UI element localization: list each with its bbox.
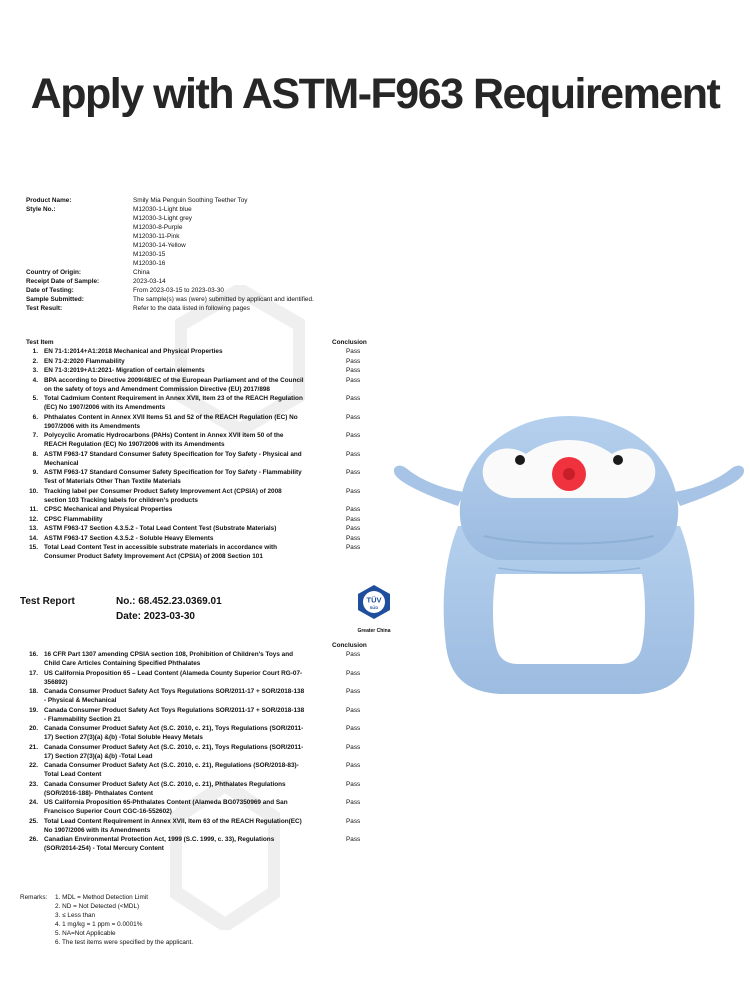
test-description-line: 16 CFR Part 1307 amending CPSIA section 108, Prohibition of Children's Toys and (44, 651, 294, 658)
test-result: Pass (346, 367, 361, 374)
test-description-line: Canada Consumer Product Safety Act Toys Regulations SOR/2011-17 + SOR/2018-138 (44, 706, 305, 714)
test-number: 8. (32, 450, 38, 458)
test-description (44, 468, 324, 486)
test-description-line: No 1907/2006 with its Amendments (44, 826, 151, 834)
test-description-line: on the safety of toys and Amendment Commission Directive (EU) 2017/898 (44, 385, 270, 393)
test-result: Pass (346, 515, 361, 523)
test-result: Pass (346, 469, 361, 476)
test-row (26, 761, 376, 779)
test-description-line: ASTM F963-17 Section 4.3.5.2 - Soluble Heavy Elements (44, 534, 214, 542)
penguin-teether-image (388, 396, 750, 716)
test-description-line: CPSC Mechanical and Physical Properties (44, 506, 173, 513)
test-table-1 (26, 338, 376, 562)
tuv-mark-text: TÜV (366, 595, 382, 605)
test-number: 1. (32, 348, 38, 355)
test-row (26, 524, 376, 533)
conclusion-header-2: Conclusion (332, 642, 367, 649)
test-result: Pass (346, 506, 361, 513)
info-row (26, 205, 366, 268)
test-description (44, 347, 324, 356)
test-number: 11. (29, 506, 38, 513)
test-row (26, 534, 376, 543)
test-row (26, 669, 376, 687)
test-description-line: Total Cadmium Content Requirement in Annex XVII, Item 23 of the REACH Regulation (44, 395, 303, 402)
test-description-line: EN 71-2:2020 Flammability (44, 357, 125, 365)
info-value-line: The sample(s) was (were) submitted by applicant and identified. (133, 296, 314, 303)
test-description-line: (SOR/2016-188)- Phthalates Content (44, 789, 154, 797)
test-description-line: Canadian Environmental Protection Act, 1999 (S.C. 1999, c. 33), Regulations (44, 836, 275, 843)
test-result: Pass (346, 836, 361, 843)
test-result: Pass (346, 395, 361, 402)
test-description (44, 394, 324, 412)
test-description (44, 724, 324, 742)
test-report-label: Test Report (20, 596, 75, 607)
test-report-block (20, 596, 400, 636)
test-description-line: Consumer Product Safety Improvement Act (CPSIA) of 2008 Section 101 (44, 553, 263, 560)
test-row (26, 394, 376, 412)
test-row (26, 357, 376, 366)
test-description (44, 431, 324, 449)
test-description-line: ASTM F963-17 Section 4.3.5.2 - Total Lead Content Test (Substrate Materials) (44, 525, 277, 532)
test-table-2-header (26, 641, 376, 650)
info-row (26, 277, 366, 286)
remark-item: 3. ≤ Less than (55, 912, 96, 919)
test-row (26, 515, 376, 524)
test-number: 9. (32, 469, 38, 476)
test-result: Pass (346, 525, 361, 532)
info-value (133, 304, 366, 313)
page-headline: Apply with ASTM-F963 Requirement (30, 70, 720, 118)
test-number: 13. (29, 525, 38, 532)
test-description (44, 687, 324, 705)
test-description (44, 761, 324, 779)
test-description (44, 650, 324, 668)
test-description (44, 669, 324, 687)
test-description-line: 17) Section 27(3)(a) &(b) -Total Lead (44, 752, 153, 760)
tuv-caption: Greater China (357, 628, 391, 634)
test-row (26, 798, 376, 816)
test-description (44, 450, 324, 468)
test-description (44, 357, 324, 366)
test-result: Pass (346, 487, 361, 495)
test-result: Pass (346, 725, 361, 732)
test-result: Pass (346, 348, 361, 355)
test-number: 10. (29, 487, 38, 495)
test-number: 23. (29, 780, 38, 788)
test-description-line: Total Lead Content Requirement in Annex XVII, Item 63 of the REACH Regulation(EC) (44, 817, 302, 825)
test-description-line: 1907/2006 with its Amendments (44, 422, 141, 430)
test-description-line: ASTM F963-17 Standard Consumer Safety Specification for Toy Safety - Flammability (44, 469, 302, 476)
info-key: Sample Submitted: (26, 296, 84, 303)
test-number: 25. (29, 817, 38, 825)
info-value-line: M12030-16 (133, 260, 166, 267)
info-row (26, 286, 366, 295)
info-value-line: Smily Mia Penguin Soothing Teether Toy (133, 197, 248, 204)
test-table-2 (26, 641, 376, 854)
test-description-line: 356892) (44, 678, 68, 686)
test-number: 20. (29, 725, 38, 732)
test-description-line: - Physical & Mechanical (44, 697, 117, 704)
info-value (133, 295, 366, 304)
test-description-line: - Flammability Section 21 (44, 715, 121, 723)
info-value-line: Refer to the data listed in following pages (133, 305, 250, 312)
toy-right-eye (613, 455, 623, 465)
info-key: Receipt Date of Sample: (26, 278, 100, 285)
test-description (44, 487, 324, 505)
info-value-line: M12030-14-Yellow (133, 242, 186, 249)
test-description-line: Polycyclic Aromatic Hydrocarbons (PAHs) Content in Annex XVII item 50 of the (44, 432, 284, 439)
test-description-line: Tracking label per Consumer Product Safety Improvement Act (CPSIA) of 2008 (44, 487, 282, 495)
test-row (26, 468, 376, 486)
test-result: Pass (346, 706, 361, 714)
test-number: 3. (32, 367, 38, 374)
test-description (44, 780, 324, 798)
test-description-line: Test of Materials Other Than Textile Materials (44, 478, 181, 485)
toy-left-eye (515, 455, 525, 465)
test-result: Pass (346, 432, 361, 439)
info-row (26, 304, 366, 313)
test-result: Pass (346, 357, 361, 365)
test-description-line: CPSC Flammability (44, 515, 103, 523)
test-number: 2. (32, 357, 38, 365)
info-row (26, 268, 366, 277)
test-description-line: 17) Section 27(3)(a) &(b) -Total Soluble Heavy Metals (44, 734, 203, 741)
test-result: Pass (346, 544, 361, 551)
test-description (44, 743, 324, 761)
info-value-line: From 2023-03-15 to 2023-03-30 (133, 287, 224, 294)
test-result: Pass (346, 413, 361, 421)
remark-item: 5. NA=Not Applicable (55, 930, 116, 937)
test-row (26, 347, 376, 356)
test-description-line: Total Lead Content Test in accessible substrate materials in accordance with (44, 544, 278, 551)
test-description (44, 524, 324, 533)
test-result: Pass (346, 817, 361, 825)
test-number: 21. (29, 743, 38, 751)
test-row (26, 650, 376, 668)
test-description-line: Total Lead Content (44, 771, 102, 778)
info-value-line: 2023-03-14 (133, 278, 166, 285)
test-row (26, 543, 376, 561)
product-info-block (26, 196, 366, 313)
test-description-line: Mechanical (44, 459, 79, 467)
test-description-line: Canada Consumer Product Safety Act Toys Regulations SOR/2011-17 + SOR/2018-138 (44, 688, 305, 695)
info-value-line: China (133, 269, 150, 276)
remark-item: 6. The test items were specified by the applicant. (55, 939, 194, 946)
test-number: 18. (29, 688, 38, 695)
remarks-block (20, 893, 320, 947)
conclusion-header: Conclusion (332, 339, 367, 346)
info-key: Style No.: (26, 206, 56, 213)
test-row (26, 687, 376, 705)
test-description-line: (EC) No 1907/2006 with its Amendments (44, 404, 166, 411)
test-description-line: Canada Consumer Product Safety Act (S.C. 2010, c. 21), Toys Regulations (SOR/2011- (44, 725, 304, 732)
test-number: 12. (29, 515, 38, 523)
test-description-line: US California Proposition 65 – Lead Content (Alameda County Superior Court RG-07- (44, 669, 303, 677)
test-result: Pass (346, 534, 361, 542)
test-description-line: Francisco Superior Court CGC-16-552602) (44, 808, 172, 815)
test-row (26, 431, 376, 449)
test-row (26, 413, 376, 431)
test-result: Pass (346, 762, 361, 769)
info-value (133, 268, 366, 277)
test-description (44, 515, 324, 524)
test-row (26, 780, 376, 798)
info-value (133, 286, 366, 295)
test-description (44, 543, 324, 561)
info-value-line: M12030-11-Pink (133, 233, 180, 240)
test-number: 22. (29, 762, 38, 769)
tuv-sub-text: SÜD (369, 605, 379, 610)
test-row (26, 724, 376, 742)
test-result: Pass (346, 688, 361, 695)
test-description-line: US California Proposition 65-Phthalates Content (Alameda BG07350969 and San (44, 799, 288, 806)
report-date: Date: 2023-03-30 (116, 611, 195, 622)
test-result: Pass (346, 780, 361, 788)
test-description-line: Phthalates Content in Annex XVII Items 51 and 52 of the REACH Regulation (EC) No (44, 413, 298, 421)
info-value (133, 277, 366, 286)
test-description-line: section 103 Tracking labels for children's products (44, 496, 198, 504)
test-row (26, 835, 376, 853)
info-key: Test Result: (26, 305, 63, 312)
test-description-line: EN 71-1:2014+A1:2018 Mechanical and Physical Properties (44, 348, 223, 355)
test-description-line: Canada Consumer Product Safety Act (S.C. 2010, c. 21), Regulations (SOR/2018-83)- (44, 762, 299, 769)
info-value-line: M12030-8-Purple (133, 224, 183, 231)
test-description-line: (SOR/2014-254) - Total Mercury Content (44, 845, 164, 852)
test-number: 19. (29, 706, 38, 714)
test-row (26, 450, 376, 468)
info-key: Date of Testing: (26, 287, 74, 294)
test-description (44, 376, 324, 394)
test-number: 6. (32, 413, 38, 421)
test-row (26, 706, 376, 724)
info-value-line: M12030-1-Light blue (133, 206, 192, 213)
test-row (26, 505, 376, 514)
test-number: 5. (32, 395, 38, 402)
remarks-label: Remarks: (20, 894, 48, 901)
test-number: 26. (29, 836, 38, 843)
test-description-line: REACH Regulation (EC) No 1907/2006 with its Amendments (44, 441, 225, 448)
info-row (26, 295, 366, 304)
test-number: 17. (29, 669, 38, 677)
test-result: Pass (346, 651, 361, 658)
test-row (26, 376, 376, 394)
test-description-line: Canada Consumer Product Safety Act (S.C. 2010, c. 21), Phthalates Regulations (44, 780, 286, 788)
info-key: Country of Origin: (26, 269, 82, 276)
info-value-line: M12030-15 (133, 251, 166, 258)
test-description-line: Canada Consumer Product Safety Act (S.C. 2010, c. 21), Toys Regulations (SOR/2011- (44, 743, 304, 751)
test-row (26, 487, 376, 505)
tuv-sud-logo (356, 584, 392, 620)
test-number: 15. (29, 544, 38, 551)
test-description (44, 817, 324, 835)
toy-ring-hole (493, 574, 645, 664)
test-row (26, 743, 376, 761)
info-value (133, 205, 366, 268)
test-result: Pass (346, 743, 361, 751)
test-result: Pass (346, 376, 361, 384)
test-result: Pass (346, 669, 361, 677)
test-description-line: BPA according to Directive 2009/48/EC of the European Parliament and of the Council (44, 376, 304, 384)
test-description (44, 706, 324, 724)
remark-item: 2. ND = Not Detected (<MDL) (55, 903, 140, 910)
test-description-line: ASTM F963-17 Standard Consumer Safety Specification for Toy Safety - Physical and (44, 450, 302, 458)
test-description-line: EN 71-3:2019+A1:2021- Migration of certain elements (44, 367, 205, 374)
test-result: Pass (346, 799, 361, 806)
test-number: 7. (32, 432, 38, 439)
test-description (44, 505, 324, 514)
test-description (44, 835, 324, 853)
toy-right-arm (674, 466, 744, 506)
info-key: Product Name: (26, 197, 72, 204)
test-description (44, 798, 324, 816)
remark-item: 4. 1 mg/kg = 1 ppm = 0.0001% (55, 921, 143, 928)
test-row (26, 817, 376, 835)
test-description (44, 413, 324, 431)
test-number: 24. (29, 799, 38, 806)
test-result: Pass (346, 450, 361, 458)
test-description-line: Child Care Articles Containing Specified Phthalates (44, 660, 201, 667)
report-number: No.: 68.452.23.0369.01 (116, 596, 222, 607)
test-table-header (26, 338, 376, 347)
test-item-header: Test Item (26, 339, 54, 346)
test-number: 14. (29, 534, 38, 542)
info-value (133, 196, 366, 205)
info-row (26, 196, 366, 205)
test-description (44, 366, 324, 375)
toy-left-arm (394, 466, 464, 506)
remark-item: 1. MDL = Method Detection Limit (55, 894, 149, 901)
test-number: 16. (29, 651, 38, 658)
test-row (26, 366, 376, 375)
test-description (44, 534, 324, 543)
test-number: 4. (32, 376, 38, 384)
info-value-line: M12030-3-Light grey (133, 215, 192, 222)
